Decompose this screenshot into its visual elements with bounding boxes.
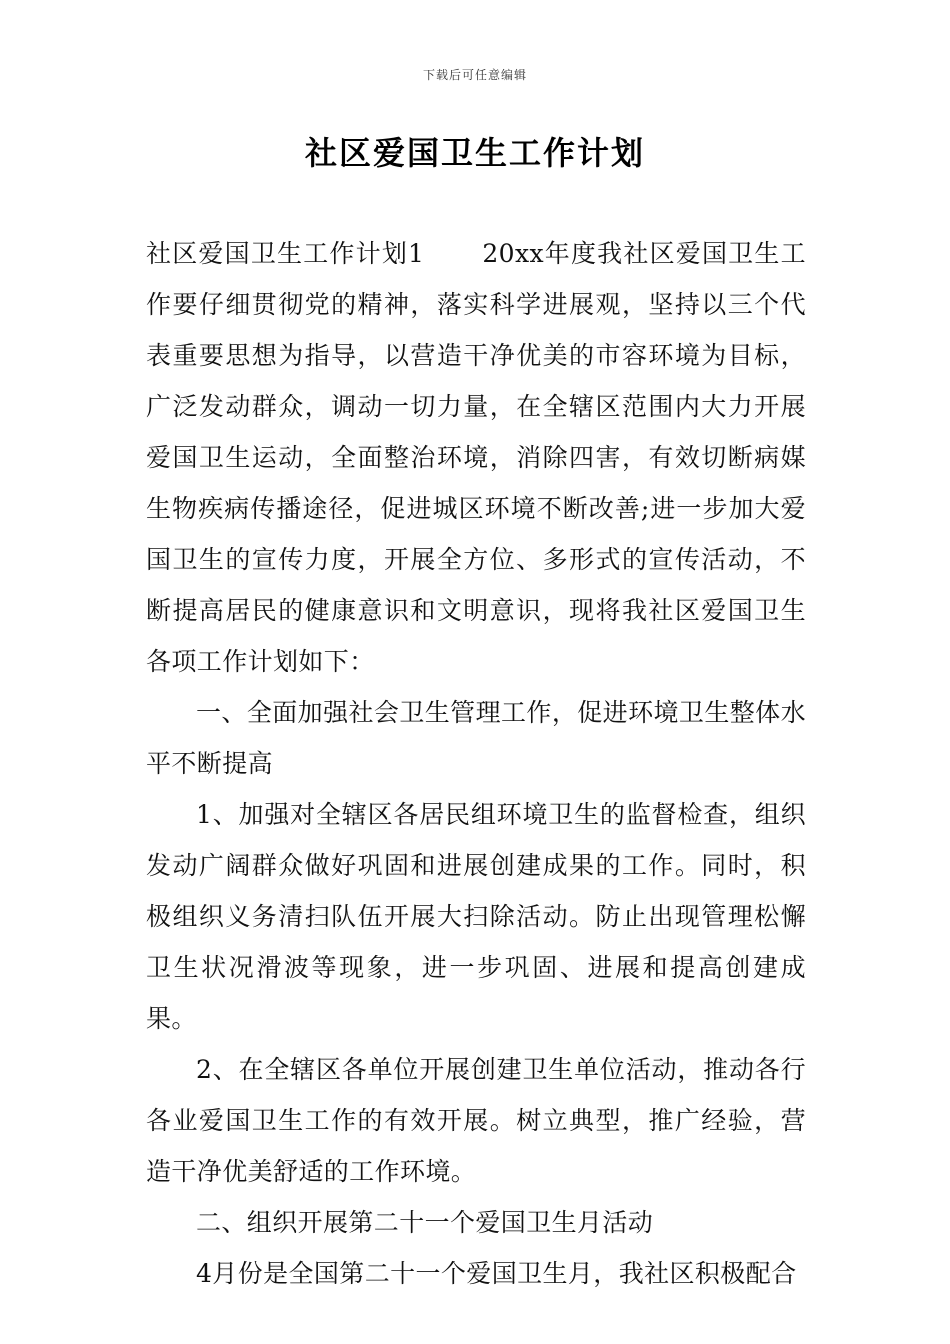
section-heading-1: 一、全面加强社会卫生管理工作，促进环境卫生整体水平不断提高: [146, 698, 806, 778]
document-title: 社区爱国卫生工作计划: [304, 134, 645, 172]
intro-label: 社区爱国卫生工作计划1: [146, 239, 425, 268]
paragraph-item-1: 1、加强对全辖区各居民组环境卫生的监督检查，组织发动广阔群众做好巩固和进展创建成果的工作。同时，积极组织义务清扫队伍开展大扫除活动。防止出现管理松懈卫生状况滑波等现象，进一步巩固、进展和提高创建成果。: [146, 800, 806, 1033]
header-note: 下载后可任意编辑: [422, 68, 527, 82]
paragraph-item-2: 2、在全辖区各单位开展创建卫生单位活动，推动各行各业爱国卫生工作的有效开展。树立典型，推广经验，营造干净优美舒适的工作环境。: [146, 1055, 806, 1186]
section-heading-2: 二、组织开展第二十一个爱国卫生月活动: [196, 1208, 654, 1237]
document-body: [146, 228, 806, 1299]
intro-paragraph: [146, 228, 806, 687]
paragraph-item-3: 4月份是全国第二十一个爱国卫生月，我社区积极配合: [196, 1259, 797, 1288]
intro-text: 20xx年度我社区爱国卫生工作要仔细贯彻党的精神，落实科学进展观，坚持以三个代表重要思想为指导，以营造干净优美的市容环境为目标，广泛发动群众，调动一切力量，在全辖区范围内大力开展爱国卫生运动，全面整治环境，消除四害，有效切断病媒生物疾病传播途径，促进城区环境不断改善;进一步加大爱国卫生的宣传力度，开展全方位、多形式的宣传活动，不断提高居民的健康意识和文明意识，现将我社区爱国卫生各项工作计划如下：: [146, 239, 806, 676]
